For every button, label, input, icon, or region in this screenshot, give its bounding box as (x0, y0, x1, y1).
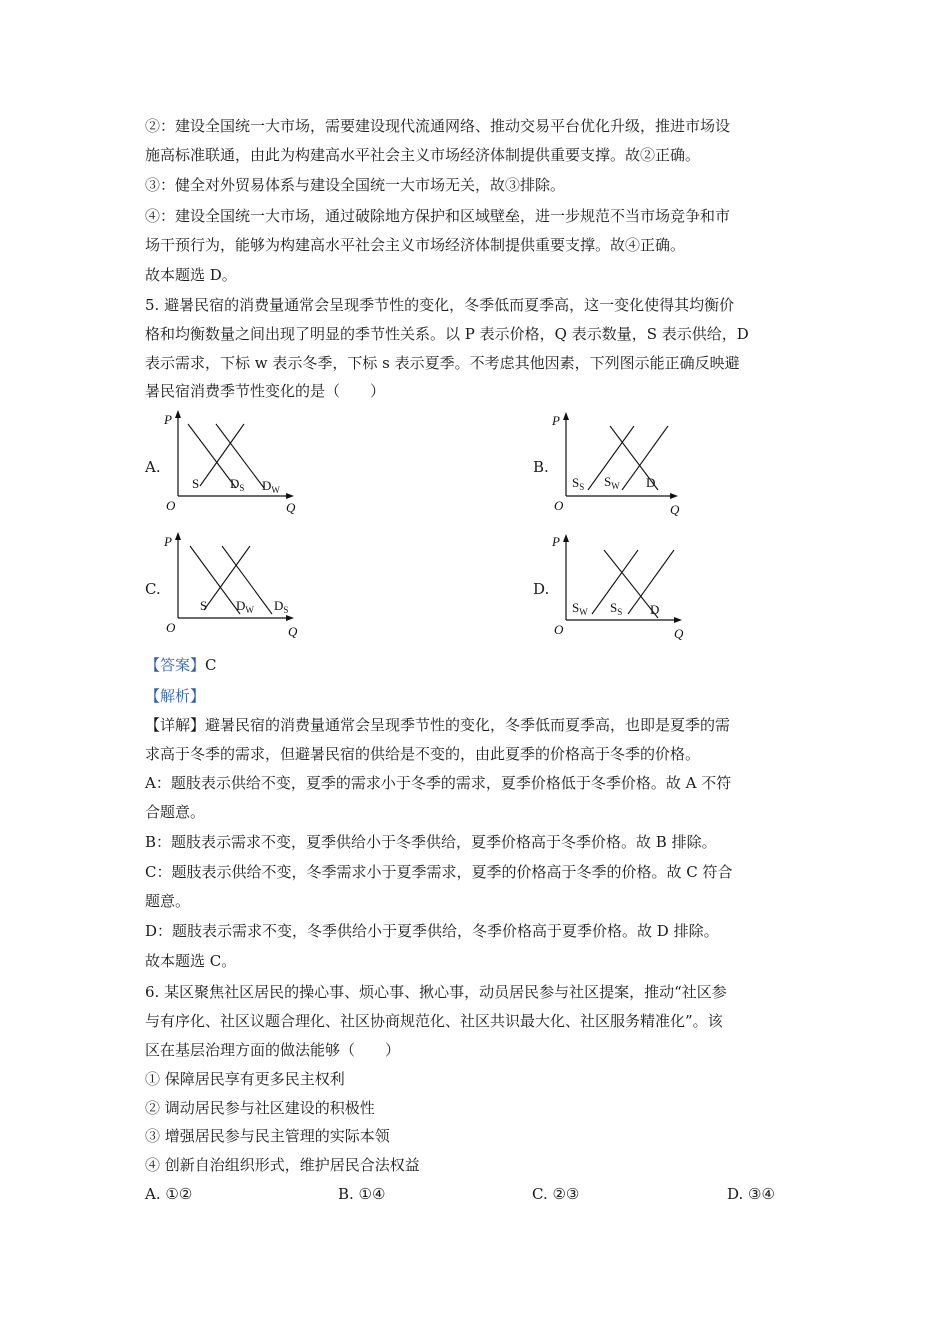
svg-text:SW: $S_W$ (572, 600, 588, 617)
detail-line: 题意。 (145, 892, 191, 910)
graph-d-o: O (554, 622, 564, 637)
graph-a-svg (160, 408, 310, 523)
svg-text:DS: $D_S$ (274, 598, 289, 615)
question-6-item: ④ 创新自治组织形式，维护居民合法权益 (145, 1156, 420, 1174)
detail-tag: 【详解】 (145, 716, 206, 734)
graph-b-svg (548, 410, 698, 525)
question-5-stem: 格和均衡数量之间出现了明显的季节性关系。以 P 表示价格，Q 表示数量，S 表示供给，D (145, 325, 749, 343)
explanation-line: 故本题选 D。 (145, 266, 237, 284)
option-a[interactable]: A. ①② (145, 1185, 193, 1203)
option-c[interactable]: C. ②③ (532, 1185, 580, 1203)
graph-b-supply-line-2 (622, 426, 668, 490)
graph-a-p: P (164, 412, 172, 427)
answer-value: C (205, 656, 217, 674)
graph-c (160, 530, 310, 645)
detail-line (145, 714, 730, 736)
svg-text:DS: $D_S$ (230, 476, 245, 493)
graph-c-demand-line-2 (222, 546, 272, 614)
option-b[interactable]: B. ①④ (338, 1185, 386, 1203)
detail-text: 避暑民宿的消费量通常会呈现季节性的变化，冬季低而夏季高，也即是夏季的需 (205, 716, 731, 734)
question-5-stem: 5. 避暑民宿的消费量通常会呈现季节性的变化，冬季低而夏季高，这一变化使得其均衡价 (145, 296, 735, 314)
svg-text:S: S (192, 476, 200, 491)
question-6-item: ③ 增强居民参与民主管理的实际本领 (145, 1127, 390, 1145)
graph-c-letter: C. (145, 580, 161, 598)
graph-d (548, 532, 698, 647)
graph-b-o: O (554, 498, 564, 513)
graph-c-q: Q (288, 624, 298, 639)
graph-a (160, 408, 310, 523)
graph-a-letter: A. (145, 458, 161, 476)
explanation-line: ②：建设全国统一大市场，需要建设现代流通网络、推动交易平台优化升级，推进市场设 (145, 117, 731, 135)
graph-a-q: Q (286, 500, 296, 515)
svg-text:S: S (200, 598, 208, 613)
svg-text:SS: $S_S$ (610, 600, 623, 617)
explanation-line: 场干预行为，能够为构建高水平社会主义市场经济体制提供重要支撑。故④正确。 (145, 236, 686, 254)
graph-a-o: O (166, 498, 176, 513)
question-5-stem: 暑民宿消费季节性变化的是（ ） (145, 382, 386, 400)
question-6-item: ② 调动居民参与社区建设的积极性 (145, 1099, 375, 1117)
graph-d-svg (548, 532, 698, 647)
detail-line: D：题肢表示需求不变，冬季供给小于夏季供给，冬季价格高于夏季价格。故 D 排除。 (145, 922, 719, 940)
graph-b-p: P (552, 413, 560, 428)
question-6-stem: 与有序化、社区议题合理化、社区协商规范化、社区共识最大化、社区服务精准化”。该 (145, 1012, 723, 1030)
graph-d-q: Q (674, 626, 684, 641)
svg-text:D: D (646, 475, 656, 490)
detail-line: C：题肢表示供给不变，冬季需求小于夏季需求，夏季的价格高于冬季的价格。故 C 符合 (145, 863, 733, 881)
explanation-line: ④：建设全国统一大市场，通过破除地方保护和区域壁垒，进一步规范不当市场竞争和市 (145, 207, 731, 225)
graph-d-letter: D. (533, 580, 550, 598)
detail-line: 合题意。 (145, 803, 206, 821)
graph-c-svg (160, 530, 310, 645)
svg-text:SW: $S_W$ (604, 474, 620, 491)
option-d[interactable]: D. ③④ (727, 1185, 775, 1203)
answer-tag: 【答案】 (145, 656, 206, 674)
svg-text:DW: $D_W$ (262, 478, 280, 495)
question-6-item: ① 保障居民享有更多民主权利 (145, 1070, 345, 1088)
explanation-line: 施高标准联通，由此为构建高水平社会主义市场经济体制提供重要支撑。故②正确。 (145, 146, 701, 164)
detail-line: 求高于冬季的需求，但避暑民宿的供给是不变的，由此夏季的价格高于冬季的价格。 (145, 745, 701, 763)
question-6-stem: 6. 某区聚焦社区居民的操心事、烦心事、揪心事，动员居民参与社区提案，推动“社区参 (145, 983, 727, 1001)
graph-c-o: O (166, 620, 176, 635)
question-6-stem: 区在基层治理方面的做法能够（ ） (145, 1041, 401, 1059)
detail-line: 故本题选 C。 (145, 952, 237, 970)
graph-d-p: P (552, 534, 560, 549)
svg-text:DW: $D_W$ (236, 598, 254, 615)
graph-b-letter: B. (533, 458, 549, 476)
svg-text:SS: $S_S$ (572, 475, 585, 492)
explanation-line: ③：健全对外贸易体系与建设全国统一大市场无关，故③排除。 (145, 176, 566, 194)
graph-c-p: P (164, 534, 172, 549)
graph-b-q: Q (670, 502, 680, 517)
svg-text:D: D (650, 602, 660, 617)
analysis-tag: 【解析】 (145, 687, 206, 705)
question-5-stem: 表示需求，下标 w 表示冬季，下标 s 表示夏季。不考虑其他因素，下列图示能正确反映避 (145, 354, 740, 372)
graph-b (548, 410, 698, 525)
answer-line (145, 654, 217, 676)
graph-c-demand-line-1 (190, 546, 240, 614)
graph-a-demand-line-2 (216, 424, 264, 488)
detail-line: B：题肢表示需求不变，夏季供给小于冬季供给，夏季价格高于冬季价格。故 B 排除。 (145, 833, 717, 851)
detail-line: A：题肢表示供给不变，夏季的需求小于冬季的需求，夏季价格低于冬季价格。故 A 不符 (145, 774, 732, 792)
